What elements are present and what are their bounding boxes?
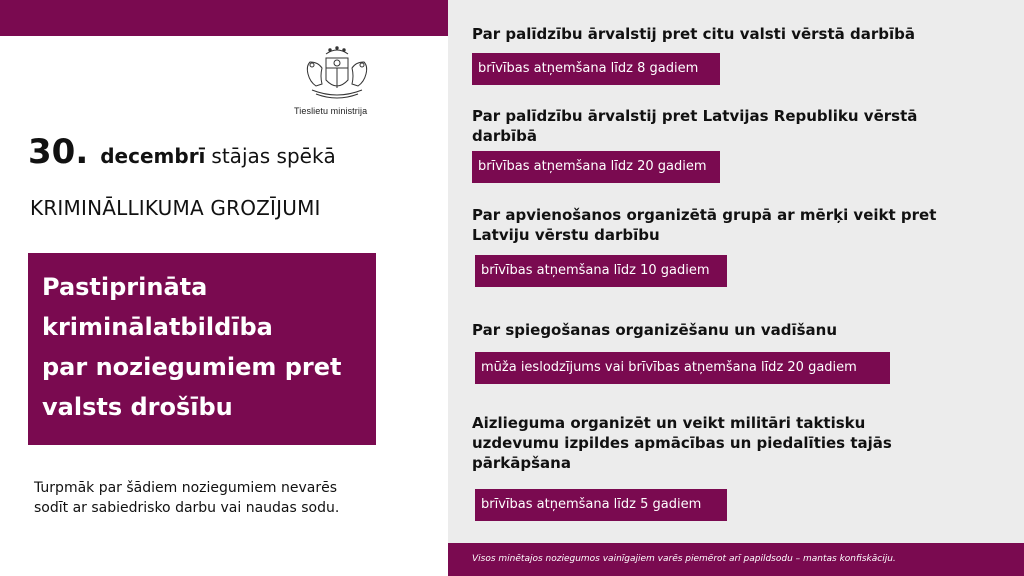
offense-title [472, 205, 972, 245]
penalty-tag: brīvības atņemšana līdz 10 gadiem [475, 255, 727, 287]
offense-title [472, 24, 972, 44]
footer-note: Visos minētajos noziegumos vainīgajiem varēs piemērot arī papildsodu – mantas konfiskāciju. [448, 543, 1024, 576]
coat-of-arms-icon [300, 44, 374, 102]
offense-title-line: Par spiegošanas organizēšanu un vadīšanu [472, 321, 838, 339]
note-line: Turpmāk par šādiem noziegumiem nevarēs [34, 480, 338, 496]
offense-title-line: Par palīdzību ārvalstij pret citu valsti vērstā darbībā [472, 25, 915, 43]
date-month: decembrī [100, 144, 206, 168]
note-line: sodīt ar sabiedrisko darbu vai naudas sodu. [34, 500, 340, 516]
offense-title-line: Aizlieguma organizēt un veikt militāri taktisku [472, 414, 866, 432]
headline-line: Pastiprināta [42, 273, 208, 301]
penalty-tag: brīvības atņemšana līdz 20 gadiem [472, 151, 720, 183]
page-subtitle: KRIMINĀLLIKUMA GROZĪJUMI [30, 196, 321, 220]
offense-title-line: darbībā [472, 127, 537, 145]
offense-title [472, 413, 972, 473]
offense-title [472, 106, 972, 146]
headline-line: valsts drošību [42, 393, 233, 421]
headline-line: kriminālatbildība [42, 313, 273, 341]
left-top-bar [0, 0, 448, 36]
effective-date-line [28, 132, 336, 172]
penalty-tag: brīvības atņemšana līdz 8 gadiem [472, 53, 720, 85]
offense-title [472, 320, 972, 340]
offense-title-line: Par apvienošanos organizētā grupā ar mērķi veikt pret [472, 206, 937, 224]
ministry-name: Tieslietu ministrija [294, 106, 368, 116]
offense-title-line: Par palīdzību ārvalstij pret Latvijas Republiku vērstā [472, 107, 918, 125]
offense-title-line: uzdevumu izpildes apmācības un piedalīties tajās [472, 434, 892, 452]
headline-line: par noziegumiem pret [42, 353, 342, 381]
offense-title-line: Latviju vērstu darbību [472, 226, 660, 244]
penalty-tag: brīvības atņemšana līdz 5 gadiem [475, 489, 727, 521]
penalty-tag: mūža ieslodzījums vai brīvības atņemšana līdz 20 gadiem [475, 352, 890, 384]
date-number: 30. [28, 132, 89, 172]
note-text [34, 478, 394, 518]
headline-box [28, 253, 376, 445]
offense-title-line: pārkāpšana [472, 454, 571, 472]
date-rest-text: stājas spēkā [211, 144, 336, 168]
